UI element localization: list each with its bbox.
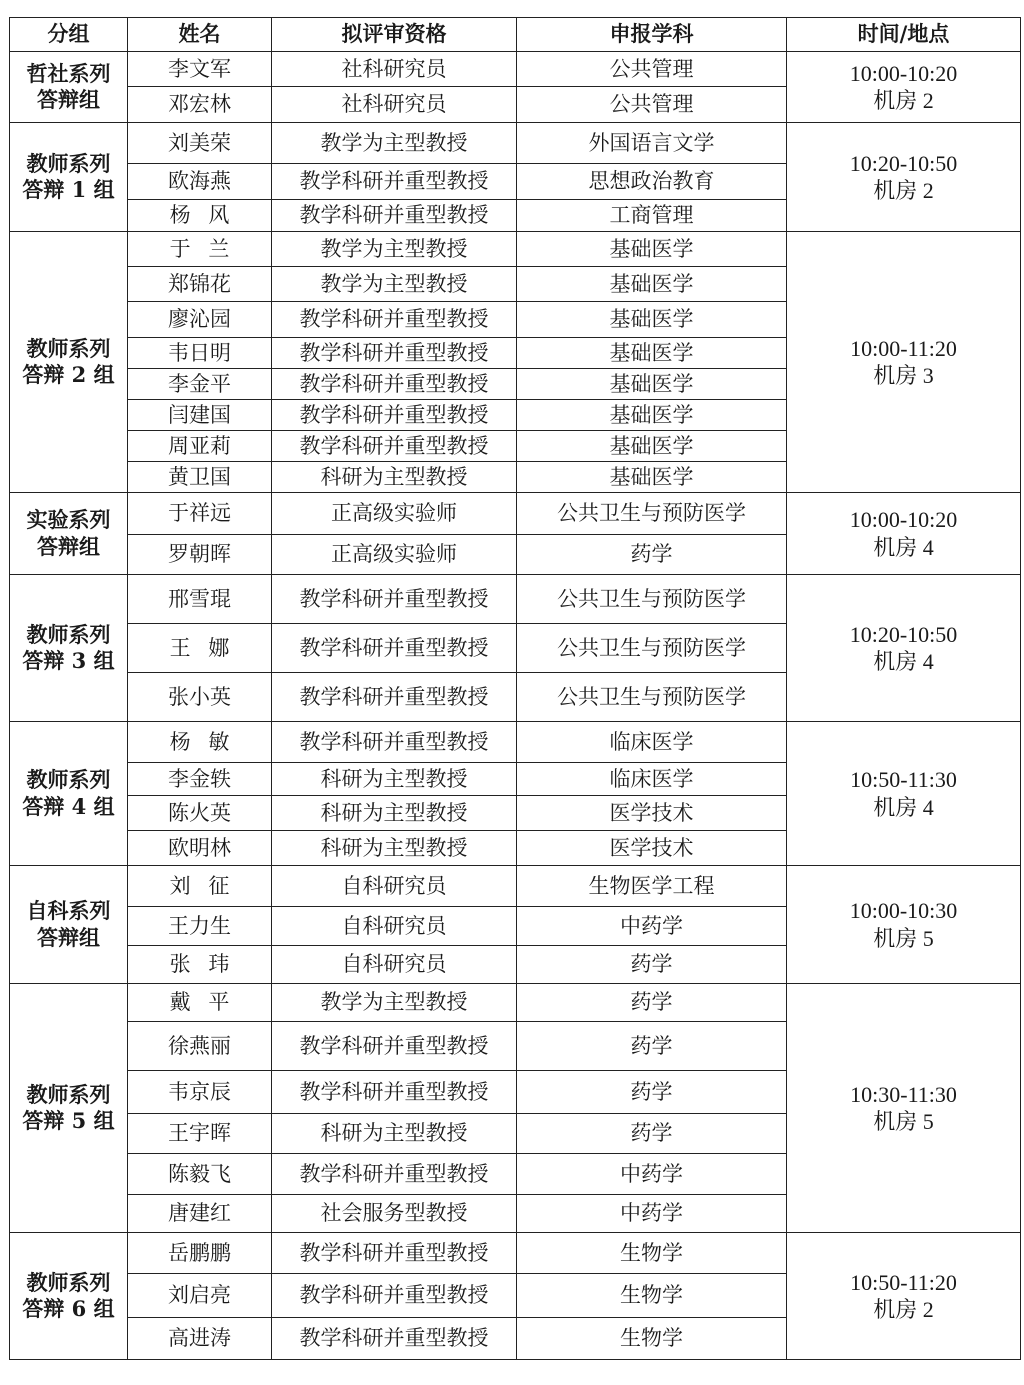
name-cell [128,400,272,431]
table-row [10,984,1021,1022]
subject-cell: 公共卫生与预防医学 [517,673,787,722]
person-name: 杨敏 [169,729,248,754]
group-label-line2: 答辩组 [37,924,100,950]
name-cell [128,1318,272,1360]
qualification-cell: 自科研究员 [272,946,517,984]
time-place-cell [787,123,1021,232]
name-cell [128,673,272,722]
person-name: 周亚莉 [168,433,231,458]
group-label-line2: 答辩 4 组 [22,793,115,819]
qualification-cell: 教学科研并重型教授 [272,1071,517,1114]
time-place-cell [787,493,1021,575]
subject-cell: 公共卫生与预防医学 [517,493,787,535]
person-name: 邓宏林 [168,92,231,117]
subject-cell: 药学 [517,1022,787,1071]
person-name: 邢雪琨 [168,586,231,611]
name-cell [128,866,272,907]
qualification-cell: 教学科研并重型教授 [272,369,517,400]
group-label-line1: 教师系列 [26,767,111,793]
person-name: 张小英 [168,684,231,709]
person-name: 李文军 [168,56,231,81]
subject-cell: 生物学 [517,1318,787,1360]
person-name: 王娜 [169,635,248,660]
name-cell [128,535,272,575]
session-room: 机房 3 [873,363,934,388]
session-room: 机房 2 [873,1297,934,1322]
qualification-cell: 自科研究员 [272,866,517,907]
session-room: 机房 5 [873,925,934,951]
name-cell [128,462,272,493]
subject-cell: 生物医学工程 [517,866,787,907]
qualification-cell: 教学科研并重型教授 [272,673,517,722]
name-cell [128,907,272,946]
time-place-cell [787,1233,1021,1360]
session-room: 机房 2 [873,178,934,203]
person-name: 徐燕丽 [168,1033,231,1058]
qualification-cell: 教学为主型教授 [272,123,517,164]
qualification-cell: 社科研究员 [272,52,517,87]
qualification-cell: 科研为主型教授 [272,462,517,493]
group-label-line1: 实验系列 [26,507,111,533]
person-name: 岳鹏鹏 [168,1240,231,1265]
session-time: 10:00-10:20 [849,507,958,532]
name-cell [128,338,272,369]
name-cell [128,1022,272,1071]
name-cell [128,575,272,624]
time-place-cell [787,575,1021,722]
table-row [10,493,1021,535]
subject-cell: 基础医学 [517,338,787,369]
subject-cell: 基础医学 [517,431,787,462]
subject-cell: 医学技术 [517,796,787,831]
qualification-cell: 科研为主型教授 [272,796,517,831]
subject-cell: 生物学 [517,1233,787,1274]
person-name: 陈火英 [168,800,231,825]
qualification-cell: 社会服务型教授 [272,1195,517,1233]
subject-cell: 基础医学 [517,462,787,493]
group-label-line1: 教师系列 [26,1269,111,1295]
name-cell [128,232,272,267]
name-cell [128,1233,272,1274]
group-cell [10,493,128,575]
table-row [10,1233,1021,1274]
subject-cell: 药学 [517,1114,787,1154]
qualification-cell: 教学科研并重型教授 [272,1274,517,1318]
group-label-line1: 哲社系列 [26,60,111,86]
group-label-line2: 答辩 2 组 [22,362,115,387]
subject-cell: 基础医学 [517,232,787,267]
name-cell [128,1154,272,1195]
qualification-cell: 教学科研并重型教授 [272,1022,517,1071]
name-cell [128,123,272,164]
name-cell [128,946,272,984]
session-time: 10:00-10:30 [849,898,958,923]
qualification-cell: 教学科研并重型教授 [272,575,517,624]
defense-schedule-table [9,17,1021,1360]
qualification-cell: 教学科研并重型教授 [272,164,517,200]
subject-cell: 公共卫生与预防医学 [517,624,787,673]
time-place-cell [787,52,1021,123]
name-cell [128,267,272,302]
subject-cell: 公共管理 [517,52,787,87]
subject-cell: 基础医学 [517,302,787,338]
name-cell [128,1195,272,1233]
qualification-cell: 教学科研并重型教授 [272,200,517,232]
person-name: 于祥远 [168,501,231,526]
name-cell [128,624,272,673]
session-time: 10:30-11:30 [850,1081,957,1107]
name-cell [128,1071,272,1114]
subject-cell: 基础医学 [517,400,787,431]
group-cell [10,722,128,866]
time-place-cell [787,722,1021,866]
table-row [10,866,1021,907]
group-label-line1: 教师系列 [26,150,111,176]
session-time: 10:20-10:50 [849,150,958,176]
subject-cell: 中药学 [517,1154,787,1195]
group-label-line1: 教师系列 [26,621,111,647]
person-name: 欧海燕 [168,169,231,194]
person-name: 韦京辰 [168,1079,231,1104]
group-label-line1: 教师系列 [26,1081,111,1107]
person-name: 廖沁园 [168,307,231,332]
qualification-cell: 教学科研并重型教授 [272,722,517,763]
qualification-cell: 教学科研并重型教授 [272,624,517,673]
session-room: 机房 5 [873,1109,934,1134]
person-name: 欧明林 [168,835,231,860]
session-time: 10:50-11:20 [850,1269,957,1295]
group-label-line2: 答辩 1 组 [22,177,115,202]
subject-cell: 临床医学 [517,763,787,796]
name-cell [128,796,272,831]
person-name: 唐建红 [168,1201,231,1226]
header-subject: 申报学科 [517,18,787,52]
person-name: 王宇晖 [168,1121,231,1146]
header-name: 姓名 [128,18,272,52]
header-group: 分组 [10,18,128,52]
group-cell [10,52,128,123]
qualification-cell: 教学为主型教授 [272,267,517,302]
person-name: 李金平 [168,371,231,396]
table-row [10,52,1021,87]
session-time: 10:00-10:20 [849,60,958,86]
person-name: 戴平 [169,990,248,1015]
subject-cell: 基础医学 [517,369,787,400]
group-label-line2: 答辩组 [37,87,100,112]
qualification-cell: 正高级实验师 [272,493,517,535]
session-room: 机房 4 [873,534,934,560]
name-cell [128,369,272,400]
qualification-cell: 科研为主型教授 [272,1114,517,1154]
group-label-line1: 教师系列 [26,335,111,361]
group-cell [10,1233,128,1360]
qualification-cell: 教学科研并重型教授 [272,400,517,431]
subject-cell: 药学 [517,946,787,984]
name-cell [128,52,272,87]
subject-cell: 公共管理 [517,87,787,123]
qualification-cell: 教学科研并重型教授 [272,338,517,369]
group-label-line1: 自科系列 [26,898,111,924]
group-cell [10,866,128,984]
session-room: 机房 2 [873,88,934,113]
group-label-line2: 答辩 3 组 [22,648,115,673]
table-row [10,575,1021,624]
group-cell [10,123,128,232]
group-label-line2: 答辩组 [37,533,100,559]
subject-cell: 中药学 [517,1195,787,1233]
qualification-cell: 科研为主型教授 [272,831,517,866]
qualification-cell: 社科研究员 [272,87,517,123]
person-name: 杨风 [169,203,248,228]
name-cell [128,722,272,763]
header-time-place: 时间/地点 [787,18,1021,52]
group-cell [10,575,128,722]
qualification-cell: 教学为主型教授 [272,232,517,267]
table-row [10,722,1021,763]
group-cell [10,984,128,1233]
table-row [10,232,1021,267]
time-place-cell [787,866,1021,984]
session-room: 机房 4 [873,649,934,674]
person-name: 黄卫国 [168,464,231,489]
qualification-cell: 教学科研并重型教授 [272,302,517,338]
subject-cell: 外国语言文学 [517,123,787,164]
subject-cell: 医学技术 [517,831,787,866]
person-name: 闫建国 [168,402,231,427]
time-place-cell [787,232,1021,493]
qualification-cell: 教学科研并重型教授 [272,1318,517,1360]
qualification-cell: 教学科研并重型教授 [272,1233,517,1274]
subject-cell: 中药学 [517,907,787,946]
session-time: 10:00-11:20 [850,335,957,361]
name-cell [128,1274,272,1318]
subject-cell: 思想政治教育 [517,164,787,200]
subject-cell: 基础医学 [517,267,787,302]
session-time: 10:20-10:50 [849,621,958,647]
name-cell [128,1114,272,1154]
name-cell [128,431,272,462]
table-body [10,52,1021,1360]
person-name: 刘美荣 [168,130,231,155]
person-name: 郑锦花 [168,271,231,296]
person-name: 高进涛 [168,1326,231,1351]
subject-cell: 生物学 [517,1274,787,1318]
subject-cell: 工商管理 [517,200,787,232]
name-cell [128,164,272,200]
name-cell [128,200,272,232]
person-name: 刘启亮 [168,1283,231,1308]
person-name: 张玮 [169,952,248,977]
subject-cell: 公共卫生与预防医学 [517,575,787,624]
session-time: 10:50-11:30 [850,767,957,792]
person-name: 于兰 [169,236,248,261]
time-place-cell [787,984,1021,1233]
qualification-cell: 科研为主型教授 [272,763,517,796]
qualification-cell: 教学为主型教授 [272,984,517,1022]
qualification-cell: 自科研究员 [272,907,517,946]
qualification-cell: 教学科研并重型教授 [272,1154,517,1195]
group-label-line2: 答辩 6 组 [22,1296,115,1321]
name-cell [128,302,272,338]
header-row [10,18,1021,52]
session-room: 机房 4 [873,794,934,820]
name-cell [128,493,272,535]
group-label-line2: 答辩 5 组 [22,1108,115,1133]
qualification-cell: 正高级实验师 [272,535,517,575]
person-name: 刘征 [169,873,248,898]
subject-cell: 临床医学 [517,722,787,763]
table-row [10,123,1021,164]
name-cell [128,763,272,796]
person-name: 罗朝晖 [168,542,231,567]
person-name: 李金轶 [168,766,231,791]
name-cell [128,87,272,123]
subject-cell: 药学 [517,1071,787,1114]
header-qualification: 拟评审资格 [272,18,517,52]
person-name: 陈毅飞 [168,1161,231,1186]
subject-cell: 药学 [517,984,787,1022]
person-name: 王力生 [168,913,231,938]
name-cell [128,984,272,1022]
group-cell [10,232,128,493]
qualification-cell: 教学科研并重型教授 [272,431,517,462]
person-name: 韦日明 [168,340,231,365]
name-cell [128,831,272,866]
subject-cell: 药学 [517,535,787,575]
